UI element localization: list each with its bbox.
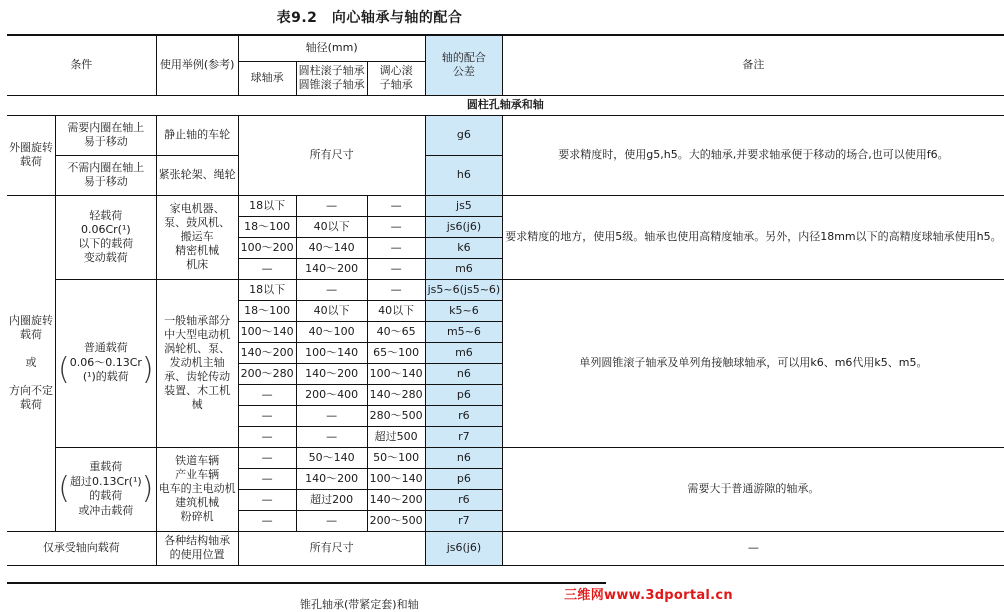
normal-remark: 单列圆锥滚子轴承及单列角接触球轴承，可以用k6、m6代用k5、m5。 bbox=[503, 279, 1004, 447]
left-paren-glyph: ( bbox=[58, 471, 70, 506]
table-cell: — bbox=[296, 405, 367, 426]
heavy-example-line5: 粉碎机 bbox=[180, 510, 214, 523]
table-cell: — bbox=[296, 426, 367, 447]
table-cell: — bbox=[238, 258, 296, 279]
section-cylindrical: 圆柱孔轴承和轴 bbox=[7, 95, 1004, 115]
header-tolerance-line1: 轴的配合 bbox=[441, 51, 486, 65]
tolerance-cell: p6 bbox=[425, 468, 503, 489]
tolerance-cell: r7 bbox=[425, 426, 503, 447]
table-cell: 140～200 bbox=[296, 258, 367, 279]
outer-sub2 bbox=[56, 155, 157, 195]
tolerance-cell: m6 bbox=[425, 342, 503, 363]
tolerance-cell: r6 bbox=[425, 489, 503, 510]
table-bottom-rule bbox=[7, 582, 606, 584]
normal-label-top: 普通载荷 bbox=[83, 341, 128, 354]
heavy-label-line4: 或冲击载荷 bbox=[78, 504, 134, 517]
table-cell: 200～400 bbox=[296, 384, 367, 405]
table-cell: 18～100 bbox=[238, 300, 296, 321]
outer-label-line2: 载荷 bbox=[20, 155, 42, 168]
heavy-label-line2: 超过0.13Cr(¹) bbox=[69, 475, 142, 488]
outer-sub1-line2: 易于移动 bbox=[83, 135, 128, 148]
light-label-line4: 变动载荷 bbox=[83, 251, 128, 264]
heavy-example-line3: 电车的主电动机 bbox=[158, 482, 236, 495]
outer-label bbox=[7, 115, 56, 195]
table-cell: — bbox=[238, 468, 296, 489]
normal-label-bot: (¹)的载荷 bbox=[82, 370, 129, 383]
tolerance-cell: k6 bbox=[425, 237, 503, 258]
axial-remark: — bbox=[503, 531, 1004, 565]
header-example: 使用举例(参考) bbox=[156, 35, 238, 95]
table-cell: 40以下 bbox=[296, 300, 367, 321]
table-cell: — bbox=[296, 510, 367, 531]
tolerance-cell: js5 bbox=[425, 195, 503, 216]
right-paren-glyph: ) bbox=[141, 471, 154, 506]
outer-remark: 要求精度时，使用g5,h5。大的轴承,并要求轴承便于移动的场合,也可以使用f6。 bbox=[503, 115, 1004, 195]
outer-all-sizes: 所有尺寸 bbox=[238, 115, 425, 195]
table-cell: 40以下 bbox=[367, 300, 425, 321]
table-cell: 50～140 bbox=[296, 447, 367, 468]
header-spherical bbox=[367, 61, 425, 95]
header-taper: 圆锥滚子轴承 bbox=[298, 78, 365, 91]
header-ball: 球轴承 bbox=[238, 61, 296, 95]
tolerance-cell: k5~6 bbox=[425, 300, 503, 321]
table-cell: 140～200 bbox=[238, 342, 296, 363]
light-example-line4: 精密机械 bbox=[175, 244, 220, 257]
tolerance-cell: js5~6(js5~6) bbox=[425, 279, 503, 300]
normal-example-line4: 发动机主轴 bbox=[169, 356, 225, 369]
table-cell: — bbox=[367, 258, 425, 279]
outer-label-line1: 外圈旋转 bbox=[9, 141, 53, 154]
table-cell: 40以下 bbox=[296, 216, 367, 237]
table-cell: — bbox=[296, 279, 367, 300]
table-cell: — bbox=[367, 237, 425, 258]
light-label-line3: 以下的载荷 bbox=[78, 237, 134, 250]
table-cell: — bbox=[367, 216, 425, 237]
heavy-remark: 需要大于普通游隙的轴承。 bbox=[503, 447, 1004, 531]
heavy-label-inner bbox=[70, 475, 142, 503]
table-cell: 65～100 bbox=[367, 342, 425, 363]
tolerance-cell: r6 bbox=[425, 405, 503, 426]
fit-table bbox=[7, 34, 1004, 566]
table-cell: 18以下 bbox=[238, 195, 296, 216]
tolerance-cell: p6 bbox=[425, 384, 503, 405]
inner-label bbox=[7, 195, 56, 531]
watermark-logo: 三维网www.3dportal.cn bbox=[564, 588, 733, 603]
table-cell: 100～140 bbox=[296, 342, 367, 363]
axial-example-line2: 的使用位置 bbox=[169, 548, 225, 561]
header-spherical-line1: 调心滚 bbox=[379, 64, 413, 77]
table-cell: 18～100 bbox=[238, 216, 296, 237]
outer-sub2-line2: 易于移动 bbox=[83, 175, 128, 188]
outer-tol1: g6 bbox=[425, 115, 503, 155]
inner-label-line1: 内圈旋转 bbox=[9, 314, 53, 327]
table-cell: 100～200 bbox=[238, 237, 296, 258]
outer-ex2: 紧张轮架、绳轮 bbox=[156, 155, 238, 195]
table-cell: — bbox=[238, 384, 296, 405]
table-cell: — bbox=[238, 489, 296, 510]
axial-example bbox=[156, 531, 238, 565]
light-label-line2: 0.06Cr(¹) bbox=[80, 223, 131, 236]
light-label bbox=[56, 195, 157, 279]
heavy-example bbox=[156, 447, 238, 531]
normal-example-line6: 装置、木工机 bbox=[164, 384, 231, 397]
outer-sub2-line1: 不需内圈在轴上 bbox=[67, 161, 145, 174]
header-tolerance-line2: 公差 bbox=[452, 65, 475, 79]
table-cell: 200～500 bbox=[367, 510, 425, 531]
table-cell: — bbox=[367, 279, 425, 300]
heavy-label-line1: 重载荷 bbox=[89, 460, 123, 473]
heavy-label-bracket bbox=[58, 471, 154, 506]
table-cell: 140～200 bbox=[296, 468, 367, 489]
table-cell: — bbox=[296, 195, 367, 216]
table-cell: 超过200 bbox=[296, 489, 367, 510]
tolerance-cell: r7 bbox=[425, 510, 503, 531]
table-cell: 40～140 bbox=[296, 237, 367, 258]
heavy-label-line3: 的载荷 bbox=[89, 489, 123, 502]
tolerance-cell: m5~6 bbox=[425, 321, 503, 342]
normal-example-line5: 承、齿轮传动 bbox=[164, 370, 231, 383]
footer-section-cut: 锥孔轴承(带紧定套)和轴 bbox=[300, 598, 419, 611]
outer-ex1: 静止轴的车轮 bbox=[156, 115, 238, 155]
table-cell: 140～200 bbox=[367, 489, 425, 510]
right-paren-glyph: ) bbox=[141, 352, 154, 387]
table-cell: — bbox=[367, 195, 425, 216]
header-cyl-taper bbox=[296, 61, 367, 95]
outer-tol2: h6 bbox=[425, 155, 503, 195]
header-cyl: 圆柱滚子轴承 bbox=[298, 64, 365, 77]
light-example-line3: 搬运车 bbox=[180, 230, 214, 243]
normal-example-line1: 一般轴承部分 bbox=[164, 314, 231, 327]
axial-tol: js6(j6) bbox=[425, 531, 503, 565]
table-cell: — bbox=[238, 405, 296, 426]
normal-example-line3: 涡轮机、泵、 bbox=[164, 342, 231, 355]
heavy-example-line2: 产业车辆 bbox=[175, 468, 220, 481]
header-spherical-line2: 子轴承 bbox=[379, 78, 413, 91]
light-example-line1: 家电机器、 bbox=[169, 202, 225, 215]
table-cell: 40～65 bbox=[367, 321, 425, 342]
light-remark: 要求精度的地方，使用5级。轴承也使用高精度轴承。另外，内径18mm以下的高精度球轴承使用h5。 bbox=[503, 195, 1004, 279]
header-remark: 备注 bbox=[503, 35, 1004, 95]
axial-label: 仅承受轴向载荷 bbox=[7, 531, 156, 565]
heavy-label bbox=[56, 447, 157, 531]
left-paren-glyph: ( bbox=[58, 352, 70, 387]
table-cell: 140～280 bbox=[367, 384, 425, 405]
normal-label-mid: 0.06～0.13Cr bbox=[69, 356, 142, 369]
table-cell: — bbox=[238, 447, 296, 468]
tolerance-cell: m6 bbox=[425, 258, 503, 279]
light-example bbox=[156, 195, 238, 279]
table-cell: — bbox=[238, 426, 296, 447]
table-title: 表9.2 向心轴承与轴的配合 bbox=[276, 10, 463, 26]
tolerance-cell: js6(j6) bbox=[425, 216, 503, 237]
inner-label-line2: 载荷 bbox=[20, 328, 42, 341]
table-cell: 100～140 bbox=[367, 363, 425, 384]
table-cell: 18以下 bbox=[238, 279, 296, 300]
axial-all-sizes: 所有尺寸 bbox=[238, 531, 425, 565]
table-cell: 40～100 bbox=[296, 321, 367, 342]
inner-label-line5: 载荷 bbox=[20, 398, 42, 411]
table-cell: 超过500 bbox=[367, 426, 425, 447]
table-cell: 100～140 bbox=[238, 321, 296, 342]
tolerance-cell: n6 bbox=[425, 363, 503, 384]
table-cell: 100～140 bbox=[367, 468, 425, 489]
light-example-line2: 泵、鼓风机、 bbox=[164, 216, 231, 229]
light-label-line1: 轻载荷 bbox=[89, 209, 123, 222]
header-tolerance bbox=[425, 35, 503, 95]
axial-example-line1: 各种结构轴承 bbox=[164, 534, 231, 547]
light-example-line5: 机床 bbox=[186, 258, 209, 271]
header-condition: 条件 bbox=[7, 35, 156, 95]
table-cell: 280～500 bbox=[367, 405, 425, 426]
normal-label bbox=[56, 279, 157, 447]
table-cell: — bbox=[238, 510, 296, 531]
inner-label-or: 或 bbox=[25, 356, 37, 369]
header-diameter: 轴径(mm) bbox=[238, 35, 425, 61]
normal-label-bracket bbox=[58, 352, 154, 387]
inner-label-line4: 方向不定 bbox=[9, 384, 53, 397]
normal-example-line7: 械 bbox=[191, 398, 203, 411]
normal-example-line2: 中大型电动机 bbox=[164, 328, 231, 341]
normal-example bbox=[156, 279, 238, 447]
heavy-example-line4: 建筑机械 bbox=[175, 496, 220, 509]
heavy-example-line1: 铁道车辆 bbox=[175, 454, 220, 467]
normal-label-inner bbox=[70, 356, 142, 384]
table-cell: 140～200 bbox=[296, 363, 367, 384]
tolerance-cell: n6 bbox=[425, 447, 503, 468]
table-cell: 200～280 bbox=[238, 363, 296, 384]
outer-sub1 bbox=[56, 115, 157, 155]
outer-sub1-line1: 需要内圈在轴上 bbox=[67, 121, 145, 134]
table-cell: 50～100 bbox=[367, 447, 425, 468]
